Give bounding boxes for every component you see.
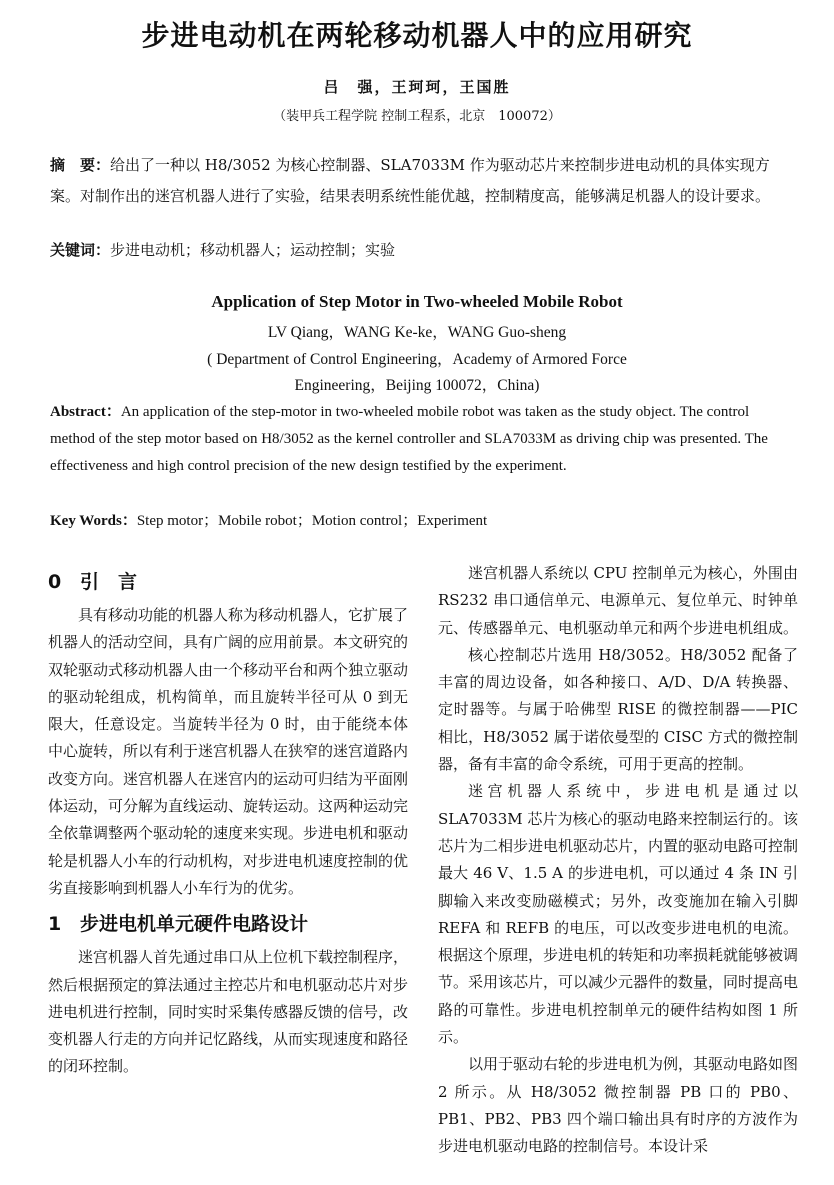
paper-title-en: Application of Step Motor in Two-wheeled Mobile Robot (211, 292, 623, 311)
right-column (438, 560, 798, 1161)
authors-en: LV Qiang，WANG Ke-ke，WANG Guo-sheng (267, 324, 567, 341)
affiliation-cn: （装甲兵工程学院 控制工程系，北京 100072） (273, 109, 561, 124)
keywords-en-text: Step motor；Mobile robot；Motion control；Experiment (136, 513, 488, 529)
abstract-en-text: An application of the step-motor in two-wheeled mobile robot was taken as the study object. The control method of the step motor based on H8/3052 as the kernel controller and SLA7033M as driving chip was presented. The effectiveness and high control precision of the new design testified by the experiment. (50, 404, 768, 474)
right-paragraph-2: 核心控制芯片选用 H8/3052。H8/3052 配备了丰富的周边设备，如各种接口、A/D、D/A 转换器、定时器等。与属于哈佛型 RISE 的微控制器——PIC 相比，H8/3052 属于诺依曼型的 CISC 方式的微控制器，备有丰富的命令系统，可用于更高的控制。 (438, 645, 798, 774)
abstract-en-label: Abstract： (50, 404, 121, 420)
section-1-paragraph-1: 迷宫机器人首先通过串口从上位机下载控制程序，然后根据预定的算法通过主控芯片和电机驱动芯片对步进电机进行控制，同时实时采集传感器反馈的信号，改变机器人行走的方向并记忆路线，从而实现速度和路径的闭环控制。 (48, 948, 409, 1076)
abstract-cn-label: 摘 要： (50, 156, 111, 174)
keywords-en (50, 508, 794, 535)
right-paragraph-1: 迷宫机器人系统以 CPU 控制单元为核心，外围由 RS232 串口通信单元、电源单元、复位单元、时钟单元、传感器单元、电机驱动单元和两个步进电机组成。 (438, 564, 799, 637)
left-column (48, 560, 408, 1081)
abstract-en (50, 399, 794, 480)
right-paragraph-4: 以用于驱动右轮的步进电机为例，其驱动电路如图 2 所示。从 H8/3052 微控制器 PB 口的 PB0、PB1、PB2、PB3 四个端口输出具有时序的方波作为步进电机驱动电路的控制信号。本设计采 (438, 1055, 799, 1156)
section-1-number: 1 (48, 913, 62, 936)
paper-title-cn: 步进电动机在两轮移动机器人中的应用研究 (141, 19, 693, 52)
section-0-title: 引 言 (80, 571, 138, 593)
keywords-en-label: Key Words： (50, 513, 137, 529)
affiliation-en-line-2: Engineering，Beijing 100072，China) (294, 377, 540, 394)
section-1-heading (48, 908, 408, 940)
section-0-number: 0 (48, 571, 62, 593)
abstract-cn (50, 150, 794, 212)
section-0-paragraph-1: 具有移动功能的机器人称为移动机器人，它扩展了机器人的活动空间，具有广阔的应用前景。本文研究的双轮驱动式移动机器人由一个移动平台和两个独立驱动的驱动轮组成，机构简单，而且旋转半径可从 0 到无限大，任意设定。当旋转半径为 0 时，由于能绕本体中心旋转，所以有利于迷宫机器人在狭窄的迷宫道路内改变方向。迷宫机器人在迷宫内的运动可归结为平面刚体运动，可分解为直线运动、旋转运动。这两种运动完全依靠调整两个驱动轮的速度来实现。步进电机和驱动轮是机器人小车的行动机构，对步进电机速度控制的优劣直接影响到机器人小车行为的优劣。 (48, 606, 409, 897)
authors-cn: 吕 强，王珂珂，王国胜 (323, 78, 511, 96)
abstract-cn-text: 给出了一种以 H8/3052 为核心控制器、SLA7033M 作为驱动芯片来控制步进电动机的具体实现方案。对制作出的迷宫机器人进行了实验，结果表明系统性能优越，控制精度高，能够满足机器人的设计要求。 (50, 156, 771, 205)
section-1-title: 步进电机单元硬件电路设计 (80, 913, 309, 936)
keywords-cn-text: 步进电动机；移动机器人；运动控制；实验 (110, 241, 396, 259)
affiliation-en-line-1: ( Department of Control Engineering，Academy of Armored Force (207, 351, 627, 368)
right-paragraph-3: 迷宫机器人系统中，步进电机是通过以 SLA7033M 芯片为核心的驱动电路来控制运行的。该芯片为二相步进电机驱动芯片，内置的驱动电路可控制最大 46 V、1.5 A 的步进电机，可以通过 4 条 IN 引脚输入来改变励磁模式；另外，改变施加在输入引脚 REFA 和 REFB 的电压，可以改变步进电机的电流。根据这个原理，步进电机的转矩和功率损耗就能够被调节。采用该芯片，可以减少元器件的数量，同时提高电路的可靠性。步进电机控制单元的硬件结构如图 1 所示。 (438, 782, 799, 1047)
section-0-heading (48, 566, 408, 598)
keywords-cn (50, 236, 794, 264)
keywords-cn-label: 关键词： (50, 241, 111, 259)
